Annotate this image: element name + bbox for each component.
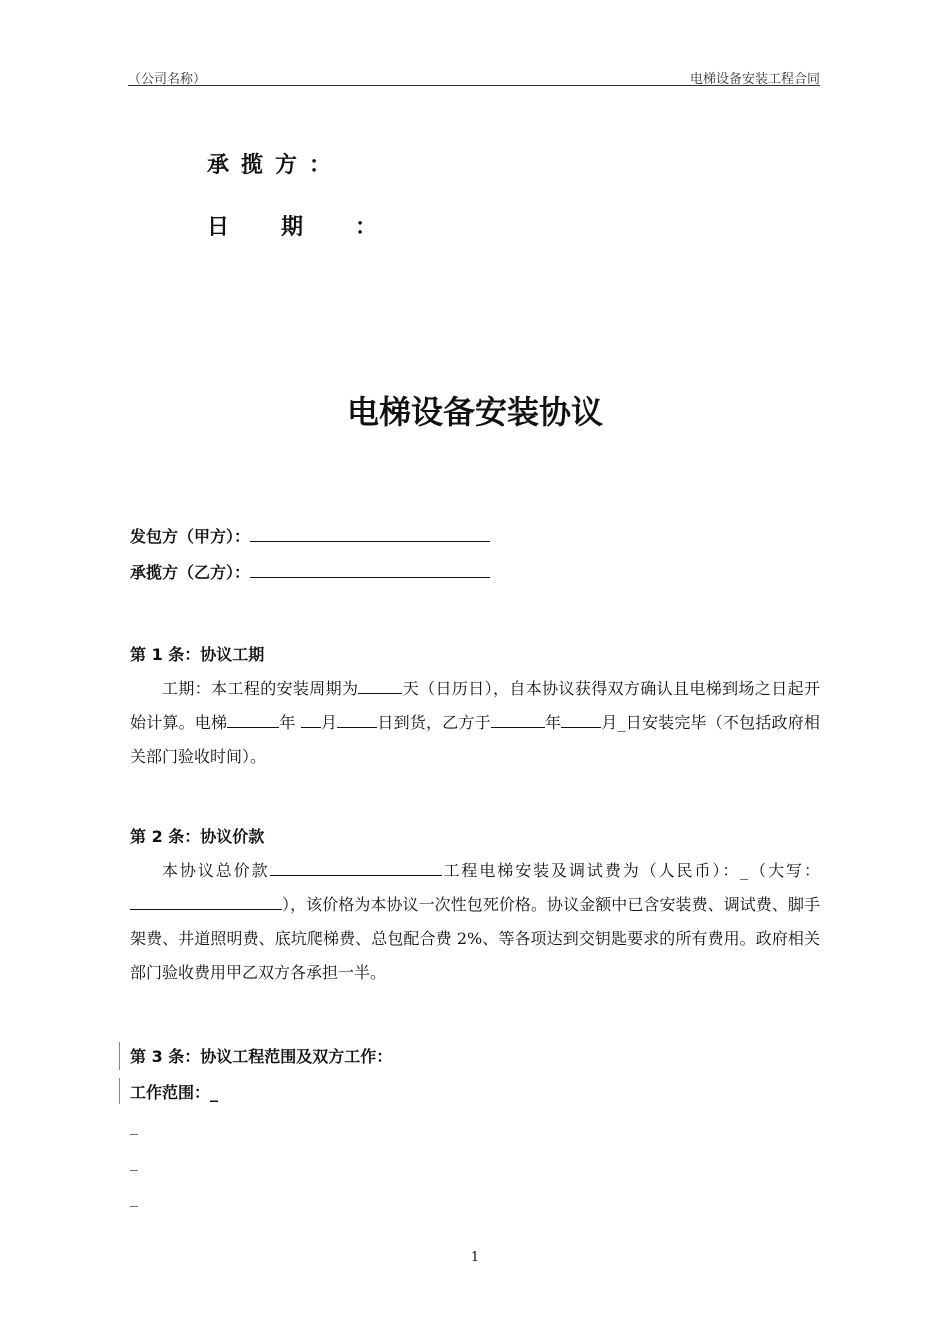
cover-contractor-label: 承揽方： — [207, 153, 344, 178]
article-2-body: 本协议总价款 工程电梯安装及调试费为（人民币）：_（大写：），该价格为本协议一次性包死价格。协议金额中已含安装费、调试费、脚手架费、井道照明费、底坑爬梯费、总包配合费 2%、等各项达到交钥匙要求的所有费用。政府相关部门验收费用甲乙双方各承担一半。 — [130, 861, 820, 982]
scope-blank-line: _ — [130, 1188, 138, 1207]
arrival-year-blank[interactable] — [227, 713, 279, 728]
scope-label: 工作范围：_ — [130, 1083, 219, 1102]
period-days-blank[interactable] — [358, 679, 402, 694]
total-price-blank[interactable] — [270, 861, 442, 876]
party-b-label: 承揽方（乙方）： — [130, 563, 251, 582]
finish-year-blank[interactable] — [491, 713, 545, 728]
party-b-field[interactable] — [250, 563, 490, 578]
article-3-bar — [119, 1042, 120, 1070]
party-a-field[interactable] — [250, 527, 490, 542]
scope-bar — [119, 1078, 120, 1104]
scope-blank-line: _ — [130, 1116, 138, 1135]
article-3-heading: 第 3 条：协议工程范围及双方工作： — [130, 1047, 393, 1066]
page-header-left: （公司名称） — [128, 72, 207, 87]
party-a-label: 发包方（甲方）： — [130, 527, 251, 546]
cover-date-label: 日期： — [207, 215, 430, 240]
page-number: 1 — [470, 1250, 480, 1265]
price-in-words-blank[interactable] — [130, 895, 282, 910]
scope-blank-line: _ — [130, 1152, 138, 1171]
arrival-month-blank[interactable] — [301, 713, 321, 728]
article-1-heading: 第 1 条：协议工期 — [130, 645, 265, 664]
party-b-row — [130, 560, 490, 583]
article-1-body: 工期：本工程的安装周期为 天（日历日），自本协议获得双方确认且电梯到场之日起开始计算。电梯 年 月 日到货，乙方于 年 月_日安装完毕（不包括政府相关部门验收时间）。 — [130, 679, 820, 766]
document-title: 电梯设备安装协议 — [346, 393, 603, 431]
page-header-right: 电梯设备安装工程合同 — [689, 72, 820, 87]
article-2-heading: 第 2 条：协议价款 — [130, 827, 265, 846]
finish-month-blank[interactable] — [561, 713, 601, 728]
arrival-day-blank[interactable] — [337, 713, 377, 728]
header-divider — [128, 85, 820, 86]
party-a-row — [130, 524, 490, 547]
